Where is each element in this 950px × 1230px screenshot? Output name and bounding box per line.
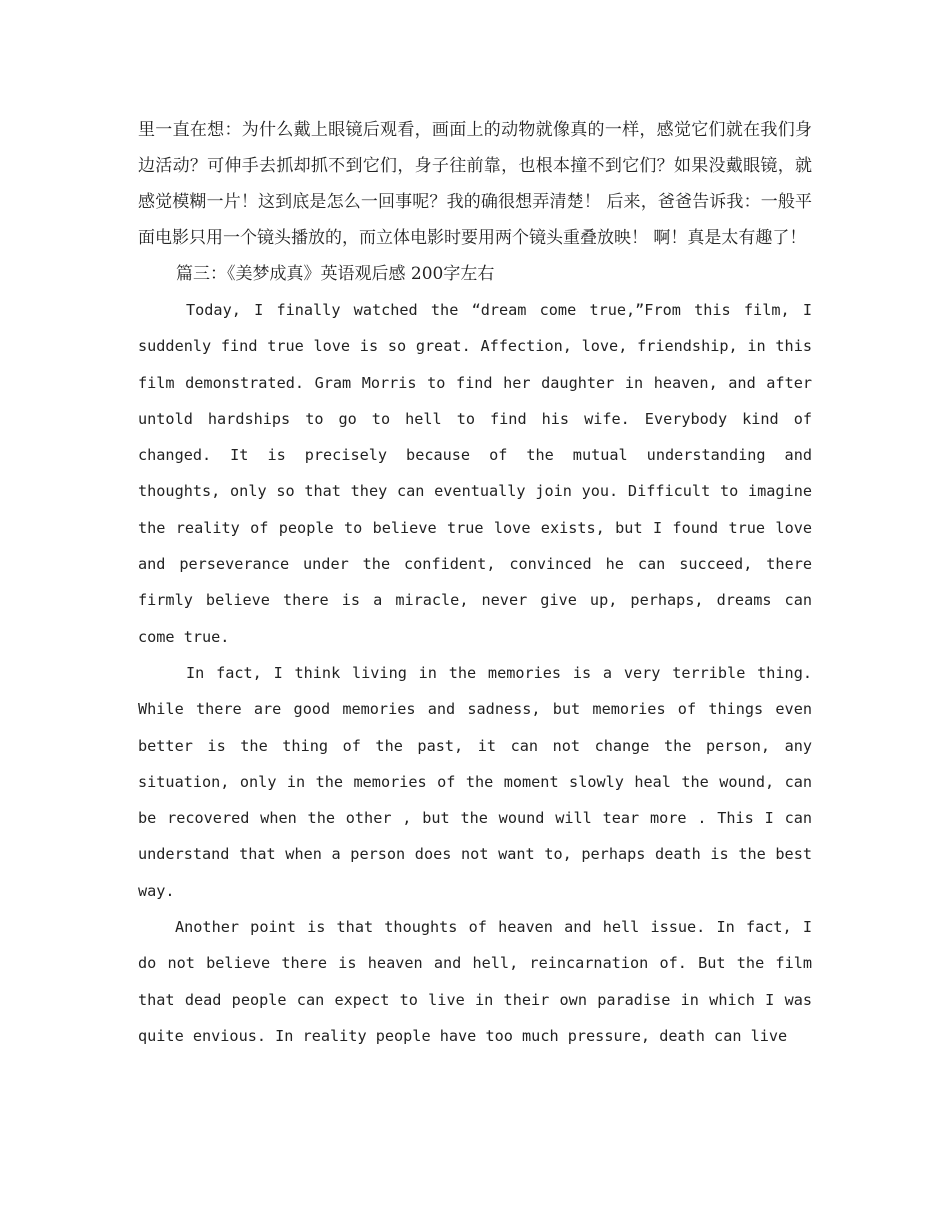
english-paragraph-1: Today, I finally watched the “dream come true,”From this film, I suddenly find true love is so great. Affection, love, friendship, in this film demonstrated. Gram Morris to find her daughter in heaven, and after untold hardships to go to hell to find his wife. Everybody kind of changed. It is precisely because of the mutual understanding and thoughts, only so that they can eventually join you. Difficult to imagine the reality of people to believe true love exists, but I found true love and perseverance under the confident, convinced he can succeed, there firmly believe there is a miracle, never give up, perhaps, dreams can come true. [138, 301, 812, 646]
english-paragraph-3: Another point is that thoughts of heaven and hell issue. In fact, I do not believe there is heaven and hell, reincarnation of. But the film that dead people can expect to live in their own paradise in which I was quite envious. In reality people have too much pressure, death can live [138, 918, 812, 1045]
section-heading: 篇三：《美梦成真》英语观后感 200字左右 [176, 264, 495, 284]
document-page [138, 112, 812, 1054]
paragraph-continued-chinese: 里一直在想：为什么戴上眼镜后观看，画面上的动物就像真的一样，感觉它们就在我们身边活动？可伸手去抓却抓不到它们，身子往前靠，也根本撞不到它们？如果没戴眼镜，就感觉模糊一片！这到底是怎么一回事呢？我的确很想弄清楚！ 后来，爸爸告诉我：一般平面电影只用一个镜头播放的，而立体电影时要用两个镜头重叠放映！ 啊！真是太有趣了！ [138, 120, 812, 248]
english-paragraph-2: In fact, I think living in the memories is a very terrible thing. While there are good memories and sadness, but memories of things even better is the thing of the past, it can not change the person, any situation, only in the memories of the moment slowly heal the wound, can be recovered when the other , but the wound will tear more . This I can understand that when a person does not want to, perhaps death is the best way. [138, 663, 812, 900]
